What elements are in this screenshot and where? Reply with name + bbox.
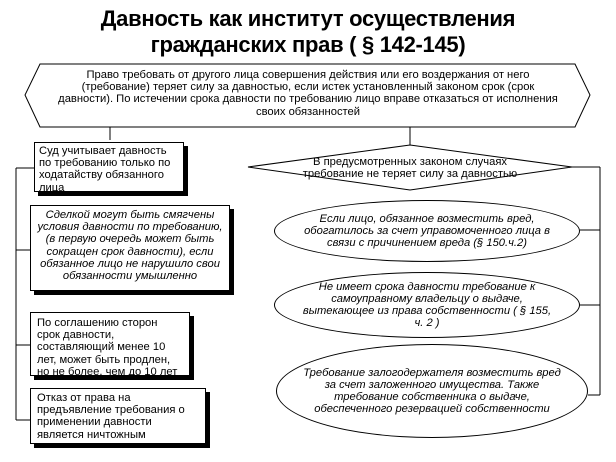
right-diamond: В предусмотренных законом случаях требование не теряет силу за давностью	[302, 155, 518, 180]
left-box-court: Суд учитывает давность по требованию только по ходатайству обязанного лица	[34, 142, 184, 192]
top-box: Право требовать от другого лица совершения действия или его воздержания от него (требование) теряет силу за давностью, если истек установленный законом срок (срок давности). По истечении срока давности по требованию лицо вправе отказаться от исполнения своих обязанностей	[58, 69, 558, 118]
left-box-waiver: Отказ от права на предъявление требования о применении давности является ничтожным	[30, 388, 206, 444]
title-line-2: гражданских прав ( § 142-145)	[150, 32, 466, 57]
left-box-agreement: По соглашению сторон срок давности, составляющий менее 10 лет, может быть продлен, но не более, чем до 10 лет	[30, 312, 190, 376]
right-ellipse-pledgee: Требование залогодержателя возместить вред за счет заложенного имущества. Также требование собственника о выдаче, обеспеченного резервацией собственности	[276, 344, 588, 438]
title-line-1: Давность как институт осуществления	[100, 6, 516, 31]
right-ellipse-possessor: Не имеет срока давности требование к самоуправному владельцу о выдаче, вытекающее из права собственности ( § 155, ч. 2 )	[274, 272, 580, 338]
right-ellipse-enrichment: Если лицо, обязанное возместить вред, обогатилось за счет управомоченного лица в связи с причинением вреда (§ 150.ч.2)	[274, 200, 580, 262]
left-box-transaction: Сделкой могут быть смягчены условия давности по требованию,(в первую очередь может быть сокращен срок давности), если обязанное лицо не нарушило свои обязанности умышленно	[30, 205, 230, 291]
